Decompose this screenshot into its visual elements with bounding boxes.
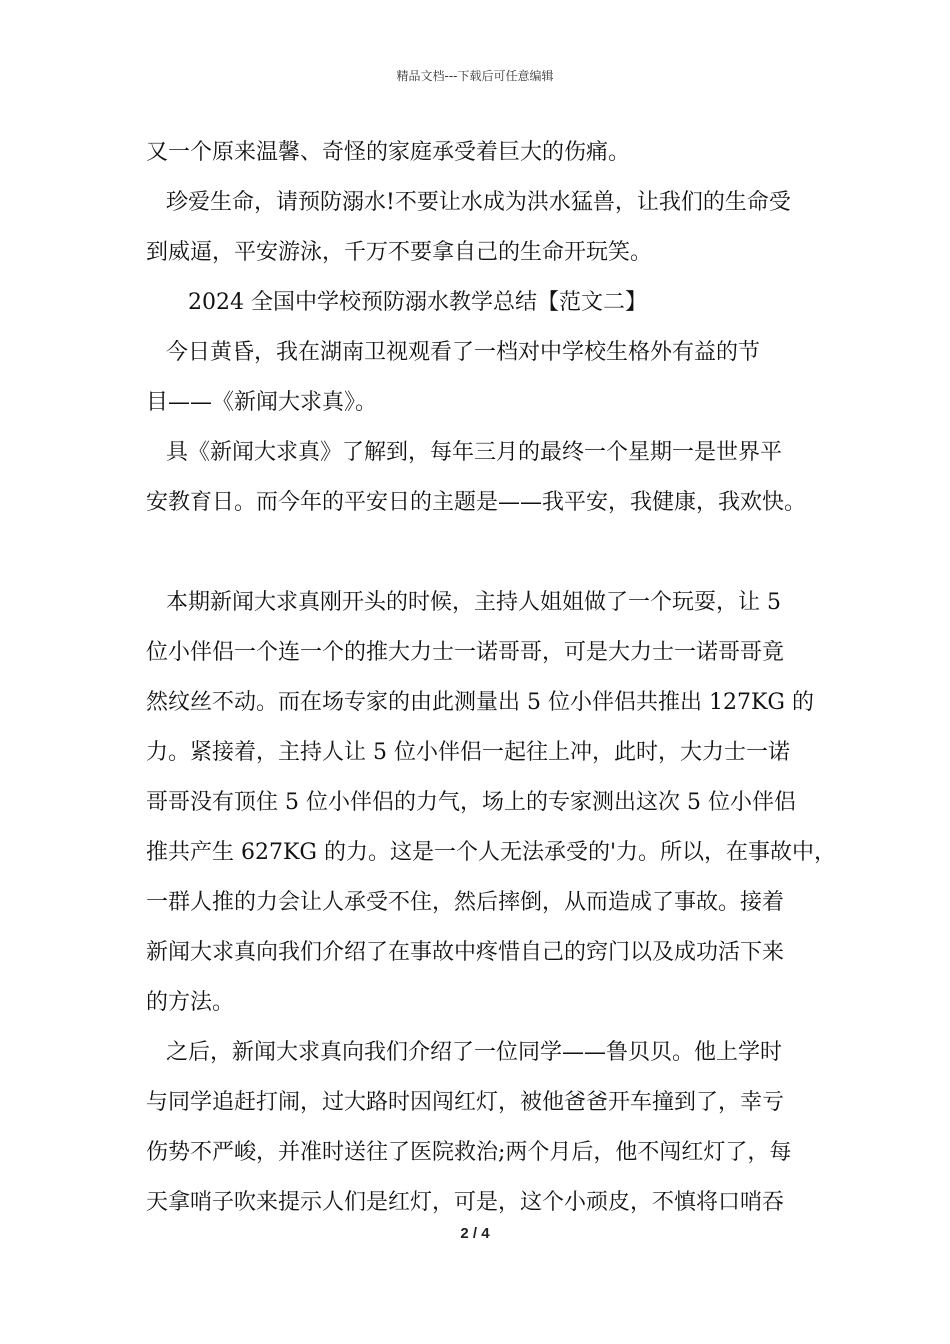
paragraph-line: 位小伴侣一个连一个的推大力士一诺哥哥，可是大力士一诺哥哥竟 — [146, 640, 785, 665]
page-header: 精品文档---下载后可任意编辑 — [396, 69, 554, 83]
paragraph-line: 哥哥没有顶住 5 位小伴侣的力气，场上的专家测出这次 5 位小伴侣 — [146, 790, 796, 815]
blank-line — [146, 528, 826, 578]
section-title: 2024 全国中学校预防溺水教学总结【范文二】 — [188, 290, 647, 315]
paragraph-line: 天拿哨子吹来提示人们是红灯，可是，这个小顽皮，不慎将口哨吞 — [146, 1190, 785, 1215]
paragraph-line: 珍爱生命，请预防溺水!不要让水成为洪水猛兽，让我们的生命受 — [166, 190, 791, 215]
document-body — [146, 128, 837, 1228]
paragraph-line: 一群人推的力会让人承受不住，然后摔倒，从而造成了事故。接着 — [146, 890, 785, 915]
paragraph-line: 到威逼，平安游泳，千万不要拿自己的生命开玩笑。 — [146, 240, 653, 265]
paragraph-line: 与同学追赶打闹，过大路时因闯红灯，被他爸爸开车撞到了，幸亏 — [146, 1090, 785, 1115]
paragraph-line: 具《新闻大求真》了解到，每年三月的最终一个星期一是世界平 — [166, 440, 783, 465]
paragraph-line: 新闻大求真向我们介绍了在事故中疼惜自己的窍门以及成功活下来 — [146, 940, 785, 965]
paragraph-line: 之后，新闻大求真向我们介绍了一位同学——鲁贝贝。他上学时 — [166, 1040, 783, 1065]
paragraph-line: 的方法。 — [146, 990, 235, 1015]
paragraph-line: 然纹丝不动。而在场专家的由此测量出 5 位小伴侣共推出 127KG 的 — [146, 690, 814, 715]
paragraph-line: 力。紧接着，主持人让 5 位小伴侣一起往上冲，此时，大力士一诺 — [146, 740, 790, 765]
paragraph-line: 安教育日。而今年的平安日的主题是——我平安，我健康，我欢快。 — [146, 490, 807, 515]
page-number: 2 / 4 — [460, 1225, 490, 1242]
paragraph-line: 又一个原来温馨、奇怪的家庭承受着巨大的伤痛。 — [146, 140, 631, 165]
paragraph-line: 推共产生 627KG 的力。这是一个人无法承受的'力。所以，在事故中， — [146, 840, 837, 865]
paragraph-line: 今日黄昏，我在湖南卫视观看了一档对中学校生格外有益的节 — [166, 340, 761, 365]
paragraph-line: 目——《新闻大求真》。 — [146, 390, 378, 415]
paragraph-line: 本期新闻大求真刚开头的时候，主持人姐姐做了一个玩耍，让 5 — [166, 590, 781, 615]
paragraph-line: 伤势不严峻，并准时送往了医院救治;两个月后，他不闯红灯了，每 — [146, 1140, 792, 1165]
